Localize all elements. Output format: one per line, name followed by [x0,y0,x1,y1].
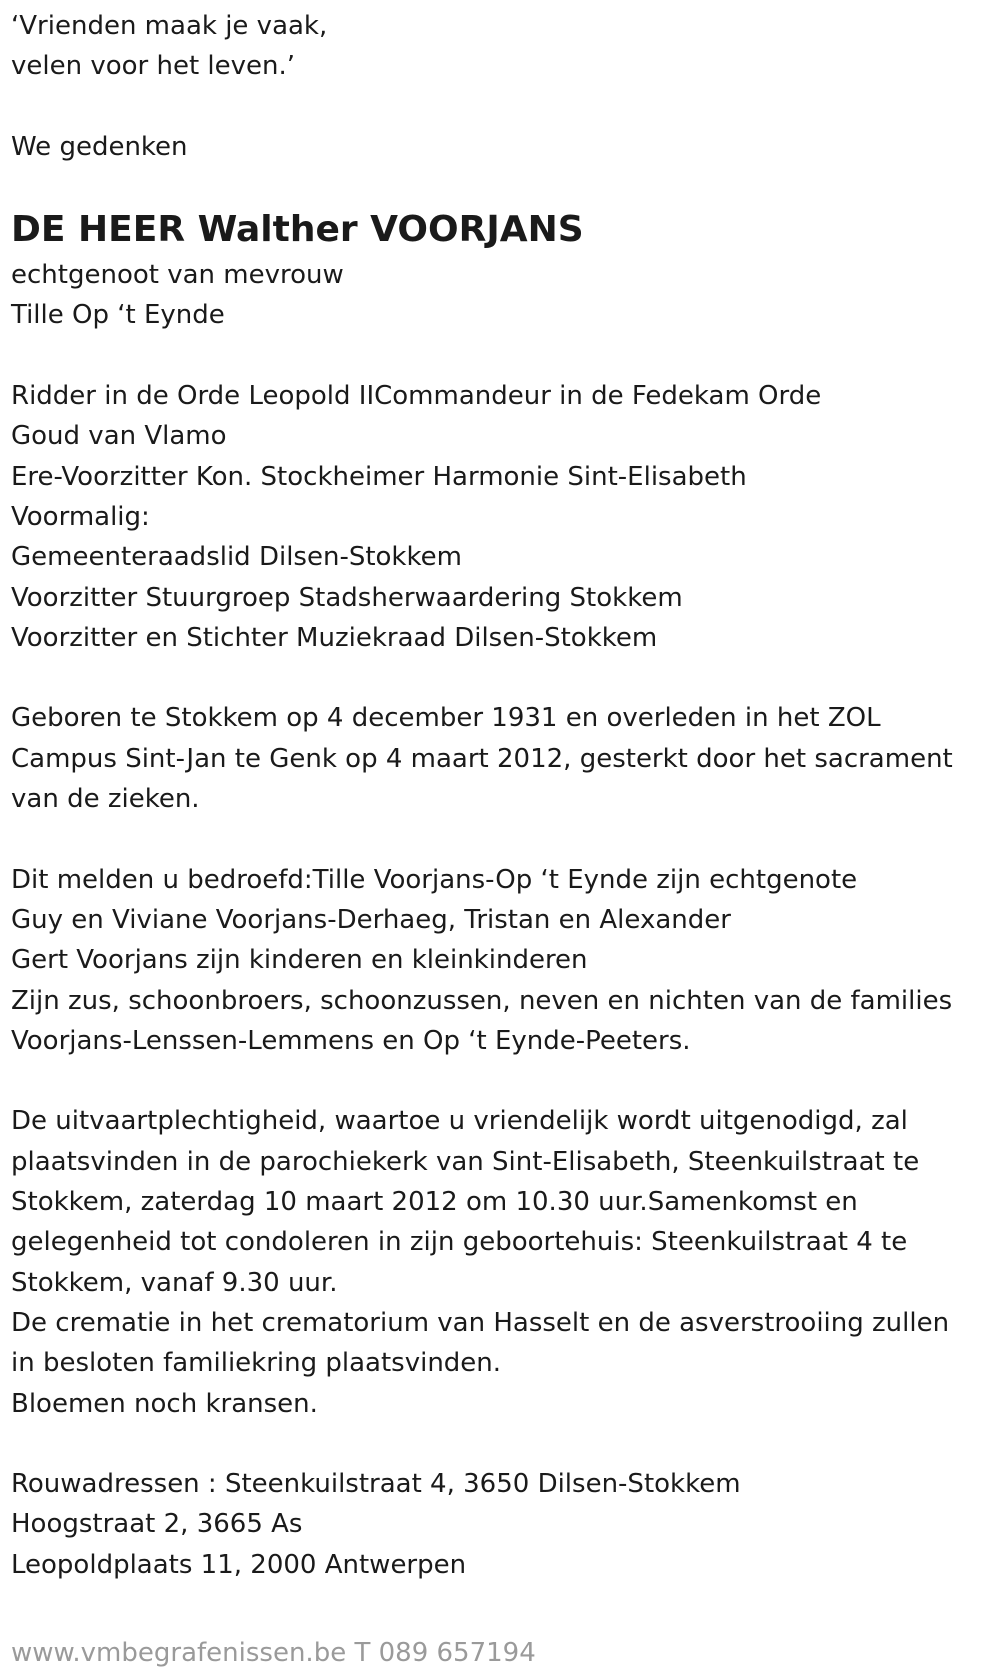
ceremony-block [11,1101,1000,1423]
deceased-name: DE HEER Walther VOORJANS [11,209,584,251]
title-line: Gemeenteraadslid Dilsen-Stokkem [11,542,462,573]
ceremony-line: De uitvaartplechtigheid, waartoe u vriendelijk wordt uitgenodigd, zal [11,1106,908,1137]
footer-contact: www.vmbegrafenissen.be T 089 657194 [11,1638,536,1668]
title-line: Ere-Voorzitter Kon. Stockheimer Harmonie Sint-Elisabeth [11,461,747,492]
title-line: Goud van Vlamo [11,421,227,452]
title-line: Ridder in de Orde Leopold IICommandeur in de Fedekam Orde [11,381,822,412]
spouse-block [11,255,1000,336]
title-line: Voorzitter en Stichter Muziekraad Dilsen-Stokkem [11,622,658,653]
address-line: Hoogstraat 2, 3665 As [11,1509,303,1540]
family-block [11,860,1000,1061]
ceremony-line: gelegenheid tot condoleren in zijn geboortehuis: Steenkuilstraat 4 te [11,1227,908,1258]
spouse-line: echtgenoot van mevrouw [11,260,344,291]
ceremony-line: De crematie in het crematorium van Hasselt en de asverstrooiing zullen [11,1307,950,1338]
birth-death-line: Geboren te Stokkem op 4 december 1931 en overleden in het ZOL [11,703,881,734]
intro-text: We gedenken [11,131,188,162]
address-line: Rouwadressen : Steenkuilstraat 4, 3650 Dilsen-Stokkem [11,1469,741,1500]
obituary-page [0,6,1000,1676]
title-line: Voorzitter Stuurgroep Stadsherwaardering Stokkem [11,582,683,613]
address-line: Leopoldplaats 11, 2000 Antwerpen [11,1549,467,1580]
family-line: Voorjans-Lenssen-Lemmens en Op ‘t Eynde-Peeters. [11,1025,691,1056]
ceremony-line: Stokkem, zaterdag 10 maart 2012 om 10.30 uur.Samenkomst en [11,1187,858,1218]
title-line: Voormalig: [11,501,150,532]
birth-death-block [11,698,1000,819]
addresses-block [11,1464,1000,1585]
ceremony-line: Bloemen noch kransen. [11,1388,318,1419]
quote-line: velen voor het leven.’ [11,51,296,82]
family-line: Zijn zus, schoonbroers, schoonzussen, neven en nichten van de families [11,985,953,1016]
spouse-line: Tille Op ‘t Eynde [11,300,225,331]
quote-line: ‘Vrienden maak je vaak, [11,11,328,41]
family-line: Guy en Viviane Voorjans-Derhaeg, Tristan en Alexander [11,904,731,935]
quote-block [11,6,1000,87]
birth-death-line: van de zieken. [11,784,200,815]
family-line: Dit melden u bedroefd:Tille Voorjans-Op ‘t Eynde zijn echtgenote [11,864,858,895]
birth-death-line: Campus Sint-Jan te Genk op 4 maart 2012, gesterkt door het sacrament [11,743,953,774]
ceremony-line: plaatsvinden in de parochiekerk van Sint-Elisabeth, Steenkuilstraat te [11,1146,920,1177]
family-line: Gert Voorjans zijn kinderen en kleinkinderen [11,945,588,976]
ceremony-line: Stokkem, vanaf 9.30 uur. [11,1267,338,1298]
ceremony-line: in besloten familiekring plaatsvinden. [11,1348,502,1379]
titles-block [11,376,1000,658]
